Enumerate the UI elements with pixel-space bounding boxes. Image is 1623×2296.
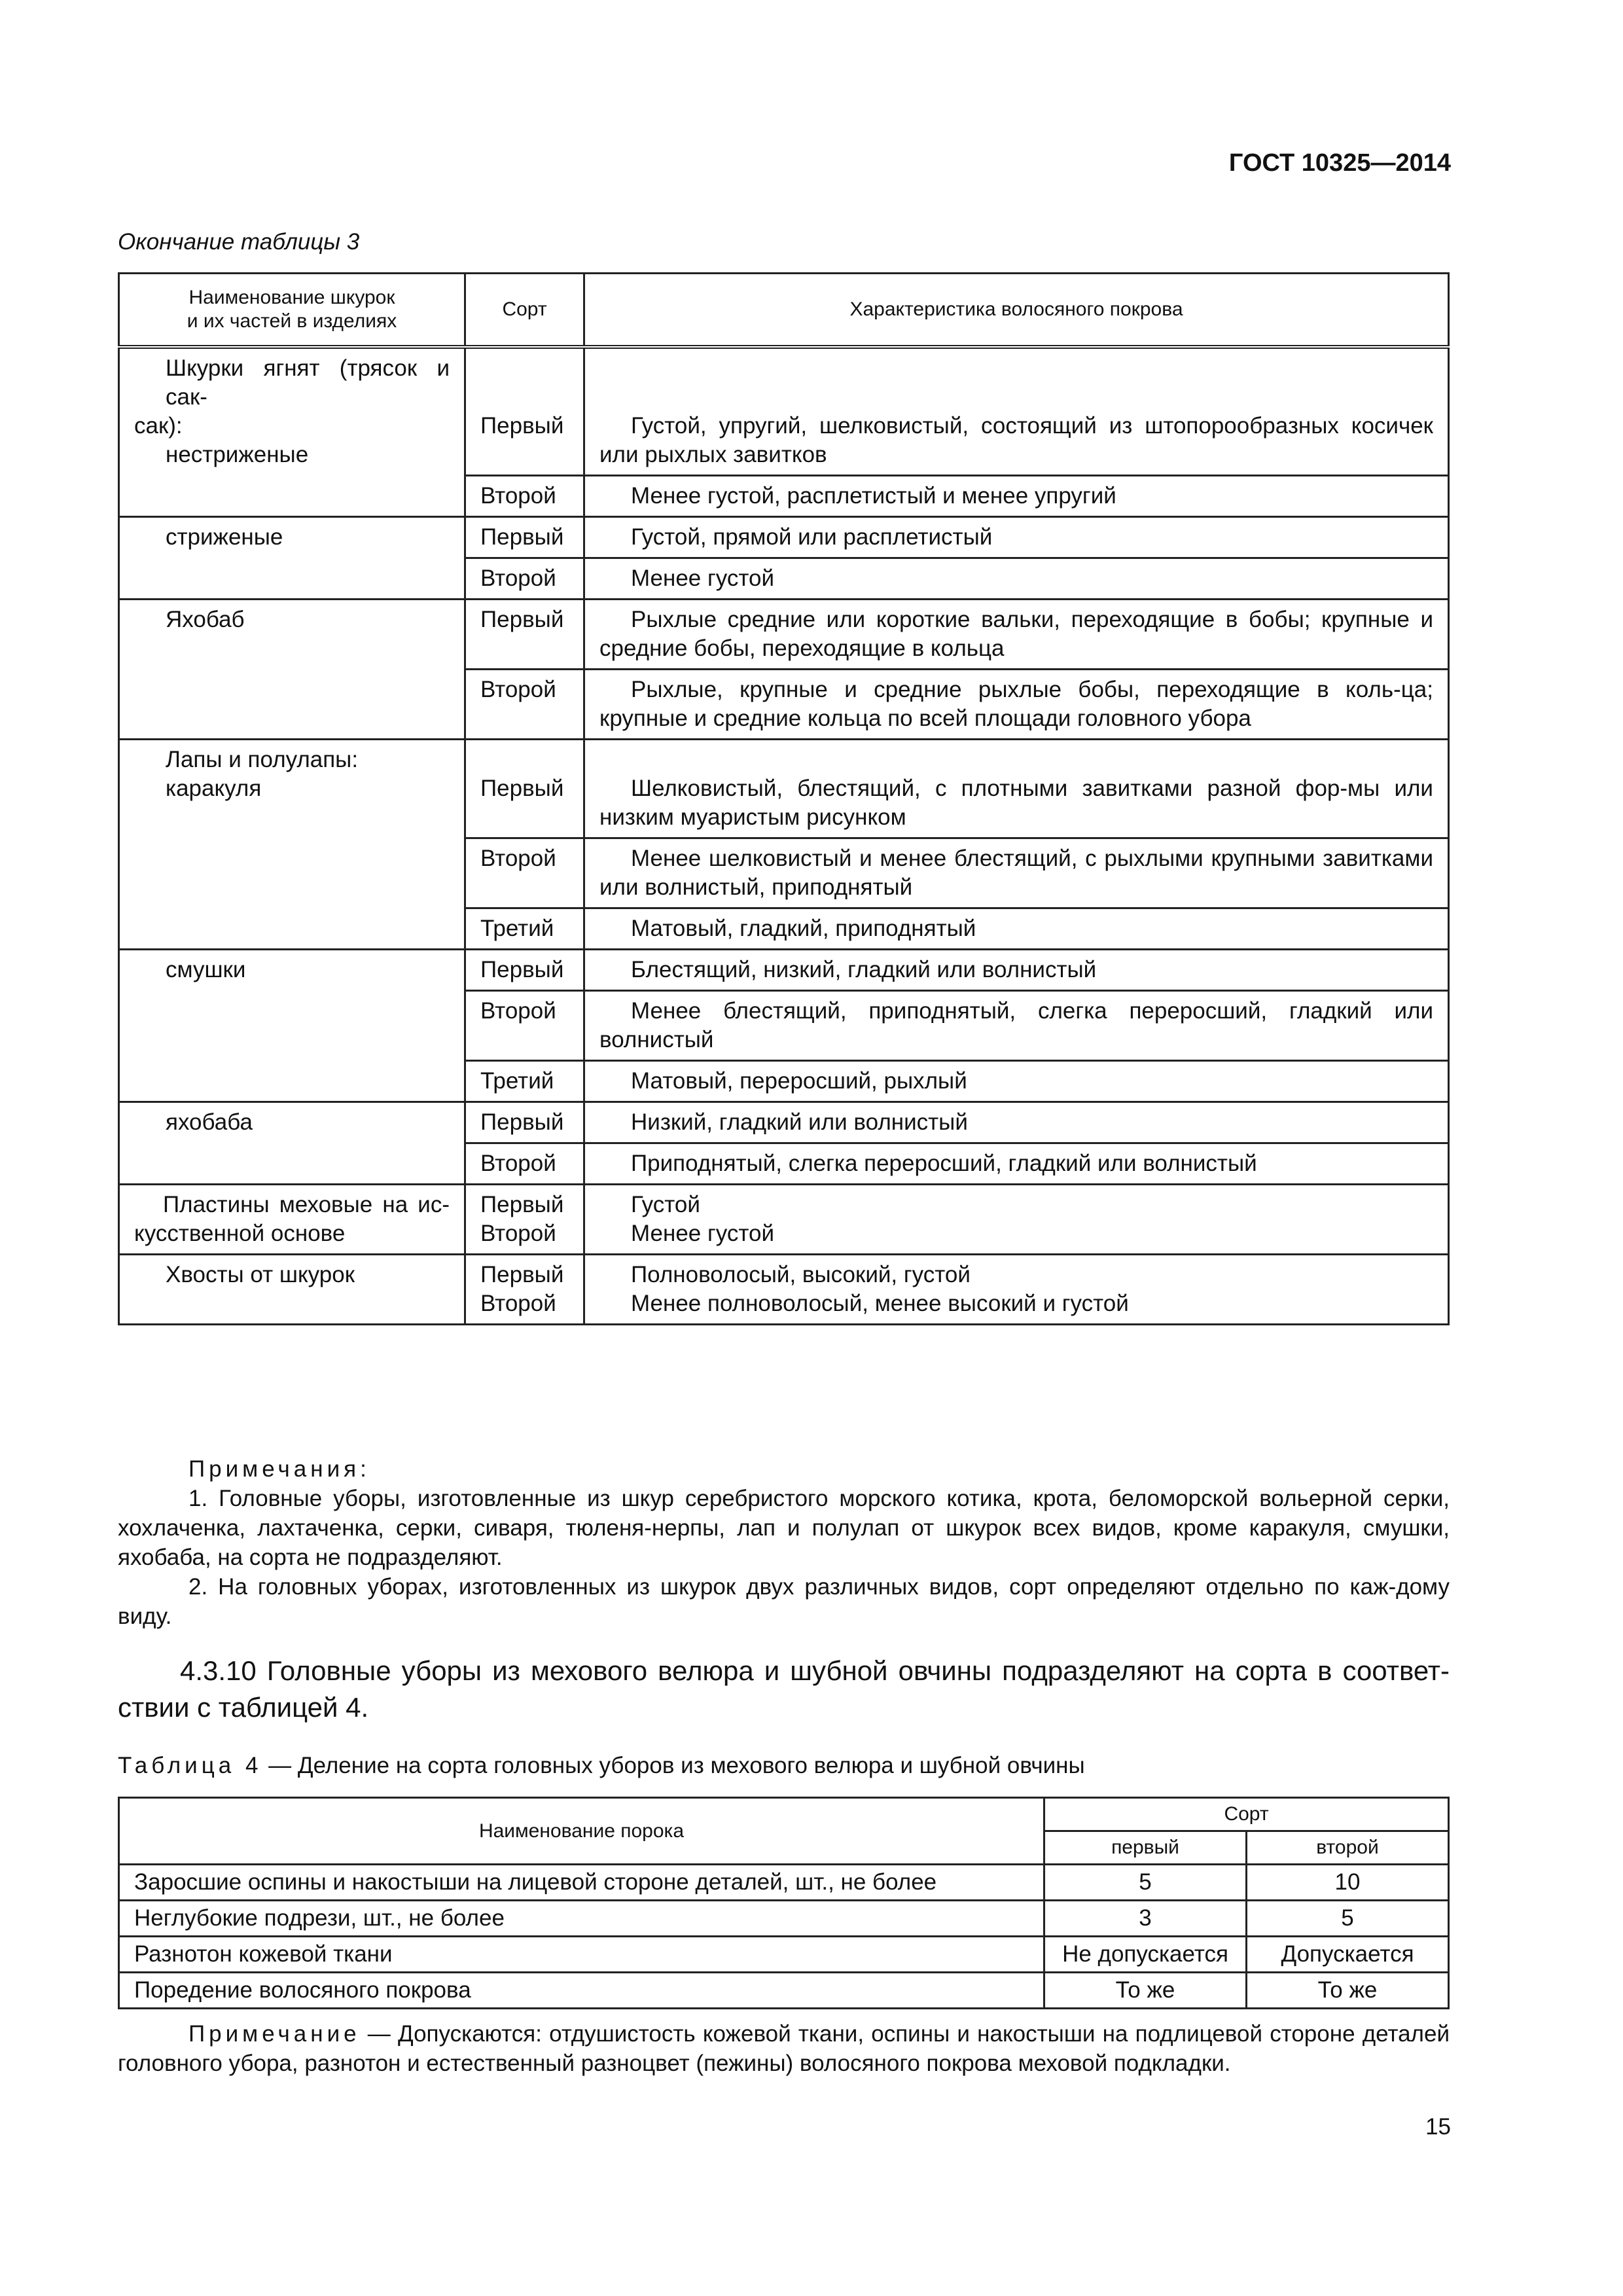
table3-grade: Первый: [465, 950, 584, 991]
table3-description: Густой, прямой или расплетистый: [584, 517, 1449, 558]
table-row: [119, 1973, 1449, 2009]
table-4: [118, 1797, 1450, 2009]
table3-grade: Третий: [465, 908, 584, 950]
table4-second: 5: [1247, 1901, 1449, 1937]
page-number: 15: [1425, 2114, 1451, 2140]
table3-item-name: стриженые: [119, 517, 465, 600]
table4-defect: Неглубокие подрези, шт., не более: [119, 1901, 1044, 1937]
table4-second: Допускается: [1247, 1937, 1449, 1973]
table4-defect: Разнотон кожевой ткани: [119, 1937, 1044, 1973]
table3-description: Рыхлые, крупные и средние рыхлые бобы, переходящие в коль-ца; крупные и средние кольца по всей площади головного убора: [584, 670, 1449, 740]
table3-description: Приподнятый, слегка переросший, гладкий или волнистый: [584, 1143, 1449, 1185]
table-row: [119, 1102, 1449, 1143]
table3-notes-title: Примечания:: [188, 1456, 370, 1482]
table4-second: 10: [1247, 1865, 1449, 1901]
table-row: [119, 950, 1449, 991]
table4-defect: Заросшие оспины и накостыши на лицевой стороне деталей, шт., не более: [119, 1865, 1044, 1901]
table4-caption-text: — Деление на сорта головных уборов из мехового велюра и шубной овчины: [262, 1753, 1085, 1778]
table-row: [119, 1185, 1449, 1255]
table3-description: Менее густой, расплетистый и менее упругий: [584, 476, 1449, 517]
table-row: [119, 517, 1449, 558]
table-row: [119, 1255, 1449, 1325]
table3-description: Густой Менее густой: [584, 1185, 1449, 1255]
table3-description: Низкий, гладкий или волнистый: [584, 1102, 1449, 1143]
table3-description: Матовый, гладкий, приподнятый: [584, 908, 1449, 950]
table3-description: Рыхлые средние или короткие вальки, переходящие в бобы; крупные и средние бобы, переходящие в кольца: [584, 600, 1449, 670]
table4-defect: Поредение волосяного покрова: [119, 1973, 1044, 2009]
table3-grade: Первый: [465, 347, 584, 476]
table3-description: Матовый, переросший, рыхлый: [584, 1061, 1449, 1102]
document-standard-code: ГОСТ 10325—2014: [1228, 149, 1451, 177]
table4-caption-label: Таблица 4: [118, 1753, 262, 1778]
table4-first: То же: [1044, 1973, 1247, 2009]
table3-grade: Первый: [465, 517, 584, 558]
table4-header-row: [119, 1798, 1449, 1831]
table3-description: Шелковистый, блестящий, с плотными завитками разной фор-мы или низким муаристым рисунком: [584, 740, 1449, 838]
table3-notes: [118, 1454, 1450, 1631]
table3-description: Полноволосый, высокий, густой Менее полноволосый, менее высокий и густой: [584, 1255, 1449, 1325]
table3-grade: Первый: [465, 1102, 584, 1143]
table3-description: Густой, упругий, шелковистый, состоящий из штопорообразных косичек или рыхлых завитков: [584, 347, 1449, 476]
table3-item-name: Лапы и полулапы: каракуля: [119, 740, 465, 950]
table4-header-second: второй: [1247, 1831, 1449, 1865]
table3-item-name: Хвосты от шкурок: [119, 1255, 465, 1325]
table3-item-name: Пластины меховые на ис-кусственной основе: [119, 1185, 465, 1255]
table4-note: [118, 2019, 1450, 2078]
table-row: [119, 347, 1449, 476]
table-row: [119, 740, 1449, 838]
table3-description: Менее шелковистый и менее блестящий, с рыхлыми крупными завитками или волнистый, приподнятый: [584, 838, 1449, 908]
paragraph-4-3-10: 4.3.10 Головные уборы из мехового велюра и шубной овчины подразделяют на сорта в соответ-ствии с таблицей 4.: [118, 1655, 1450, 1723]
table3-grade: Первый Второй: [465, 1255, 584, 1325]
table3-description: Менее густой: [584, 558, 1449, 600]
table-3: [118, 272, 1450, 1325]
table-row: [119, 600, 1449, 670]
table3-item-name: яхобаба: [119, 1102, 465, 1185]
table3-grade: Второй: [465, 670, 584, 740]
table4-header-defect: Наименование порока: [119, 1798, 1044, 1865]
table3-grade: Второй: [465, 1143, 584, 1185]
table3-header-description: Характеристика волосяного покрова: [584, 274, 1449, 348]
table4-first: 3: [1044, 1901, 1247, 1937]
table3-note-1: 1. Головные уборы, изготовленные из шкур серебристого морского котика, крота, беломорской вольерной серки, хохлаченка, лахтаченка, серки, сиваря, тюленя-нерпы, лап и полулап от шкурок всех видов, кроме каракуля, смушки, яхобаба, на сорта не подразделяют.: [118, 1486, 1450, 1570]
table-row: [119, 1937, 1449, 1973]
table3-header-row: [119, 274, 1449, 348]
table3-note-2: 2. На головных уборах, изготовленных из шкурок двух различных видов, сорт определяют отдельно по каж-дому виду.: [118, 1574, 1450, 1629]
table4-note-label: Примечание: [188, 2021, 361, 2047]
table4-second: То же: [1247, 1973, 1449, 2009]
table3-header-grade: Сорт: [465, 274, 584, 348]
table3-grade: Второй: [465, 558, 584, 600]
table3-grade: Третий: [465, 1061, 584, 1102]
table4-first: 5: [1044, 1865, 1247, 1901]
table4-caption: [118, 1753, 1085, 1779]
table4-header-grade: Сорт: [1044, 1798, 1449, 1831]
table3-description: Менее блестящий, приподнятый, слегка переросший, гладкий или волнистый: [584, 991, 1449, 1061]
table-row: [119, 1865, 1449, 1901]
table3-header-name: Наименование шкурок и их частей в изделиях: [119, 274, 465, 348]
table3-grade: Второй: [465, 476, 584, 517]
table4-header-first: первый: [1044, 1831, 1247, 1865]
table3-item-name: смушки: [119, 950, 465, 1102]
table3-description: Блестящий, низкий, гладкий или волнистый: [584, 950, 1449, 991]
table3-item-name: Шкурки ягнят (трясок и сак- сак): нестриженые: [119, 347, 465, 517]
table3-grade: Второй: [465, 838, 584, 908]
table3-grade: Первый: [465, 600, 584, 670]
table3-item-name: Яхобаб: [119, 600, 465, 740]
table4-first: Не допускается: [1044, 1937, 1247, 1973]
table3-grade: Первый: [465, 740, 584, 838]
table-row: [119, 1901, 1449, 1937]
table3-grade: Первый Второй: [465, 1185, 584, 1255]
table3-continuation-label: Окончание таблицы 3: [118, 229, 360, 255]
table3-grade: Второй: [465, 991, 584, 1061]
table4-note-text: — Допускаются: отдушистость кожевой ткани, оспины и накостыши на подлицевой стороне деталей головного убора, разнотон и естественный разноцвет (пежины) волосяного покрова меховой подкладки.: [118, 2021, 1450, 2076]
